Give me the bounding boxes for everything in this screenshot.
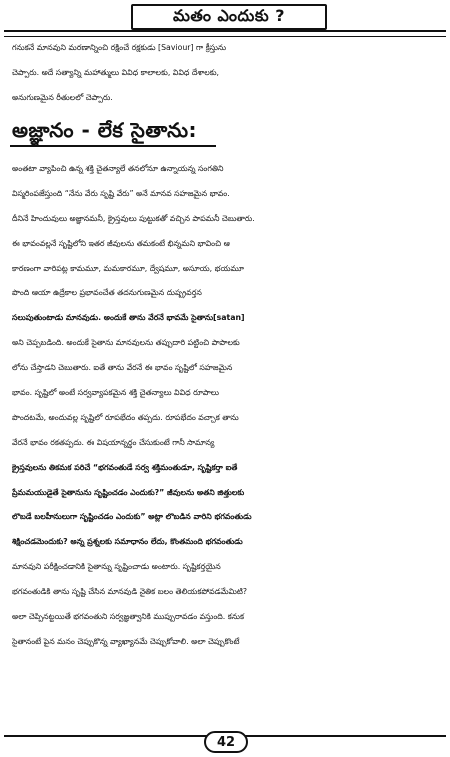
text-line: ప్రేమమయుడైతే సైతానును సృష్టించడం ఎందుకు?” జీవులను అతని జిత్తులకు [12, 487, 245, 497]
chapter-title: మతం ఎందుకు ? [131, 4, 327, 30]
text-line: అంతటా వ్యాపించి ఉన్న శక్తి చైతన్యాలే తనలోనూ ఉన్నాయన్న సంగతిని [12, 164, 224, 173]
text-line: అని చెప్పబడింది. అందుకే సైతాను మానవులను తప్పుదారి పట్టించి పాపాలకు [12, 338, 240, 348]
intro-paragraph [12, 36, 442, 111]
text-line: దీనినే హిందువులు అజ్ఞానమనీ, క్రైస్తవులు పుట్టుకతో వచ్చిన పాపమనీ చెబుతారు. [12, 213, 255, 223]
text-line: పొందటమే, అందువల్ల సృష్టిలో రూపభేదం తప్పదు. రూపభేదం వచ్చాక తాను [12, 412, 239, 422]
text-line: శిక్షించడమెందుకు? అన్న ప్రశ్నలకు సమాధానం లేదు, కొంతమంది భగవంతుడు [12, 537, 243, 547]
text-line: అలా చెప్పినట్టయితే భగవంతుని సర్వజ్ఞత్వానికి ముప్పురావడం వస్తుంది. కనుక [12, 612, 245, 622]
text-line: కారణంగా వారిపట్ల కామమూ, మమకారమూ, ద్వేషమూ, అసూయ, భయమూ [12, 263, 244, 273]
text-line: విస్మరింపజేస్తుంది “నేను వేరు సృష్టి వేరు” అనే మానవ సహజమైన భావం. [12, 188, 230, 198]
text-line: లొబడే బలహీనులుగా సృష్టించడం ఎందుకు” అట్లా లొబడిన వారిని భగవంతుడు [12, 512, 252, 522]
text-line: పొంది ఆయా ఉద్రేకాల ప్రభావంచేత తదనుగుణమైన దుష్ప్రవర్తన [12, 288, 202, 298]
text-line: భావం. సృష్టిలో అంటే సర్వవ్యాపకమైన శక్తి చైతన్యాలు వివిధ రూపాలు [12, 388, 219, 398]
text-line: అనుగుణమైన రీతులలో చెప్పారు. [12, 92, 113, 102]
text-line: చెప్పారు. అదే సత్యాన్ని మహాత్ములు వివిధ కాలాలకు, వివిధ దేశాలకు, [12, 67, 220, 77]
section-heading: అజ్ఞానం - లేక సైతాను: [12, 118, 198, 142]
text-line: గనుకనే మానవుని మరణాన్నించి రక్షించే రక్షకుడు [Saviour] గా క్రీస్తును [12, 43, 227, 52]
text-line: వేరనే భావం రకతప్పదు. ఈ విషయాన్నర్థం చేసుకుంటే గానీ సామాన్య [12, 437, 215, 447]
page-number: 42 [204, 731, 248, 753]
text-line: మానవుని పరీక్షించడానికి సైతాన్ను సృష్టించాడు అంటారు. సృష్టికర్తయైన [12, 562, 221, 572]
body-paragraph [12, 157, 442, 655]
text-line: సలుపుతుంటాడు మానవుడు. అందుకే తాను వేరనే భావమే సైతాను[satan] [12, 313, 245, 323]
text-line: క్రైస్తవులను తికమక పరిచే “భగవంతుడే సర్వ శక్తిమంతుడూ, సృష్టికర్తా ఐతే [12, 462, 238, 472]
text-line: ఈ భావంవల్లనే సృష్టిలోని ఇతర జీవులను తమకంటే భిన్నమని భావించి ఆ [12, 238, 230, 248]
text-line: భగవంతుడికి తాను సృష్టి చేసిన మానవుడి నైతిక బలం తెలియకపోవడమేమిటి? [12, 587, 248, 597]
text-line: సైతానంటే పైన మనం చెప్పుకొన్న వ్యాఖ్యానమే చెప్పుకోవాలి. అలా చెప్పుకొంటే [12, 636, 240, 646]
text-line: లోను చేస్తాడని చెబుతారు. ఐతే తాను వేరనే ఈ భావం సృష్టిలో సహజమైన [12, 363, 233, 373]
section-underline [10, 145, 216, 147]
